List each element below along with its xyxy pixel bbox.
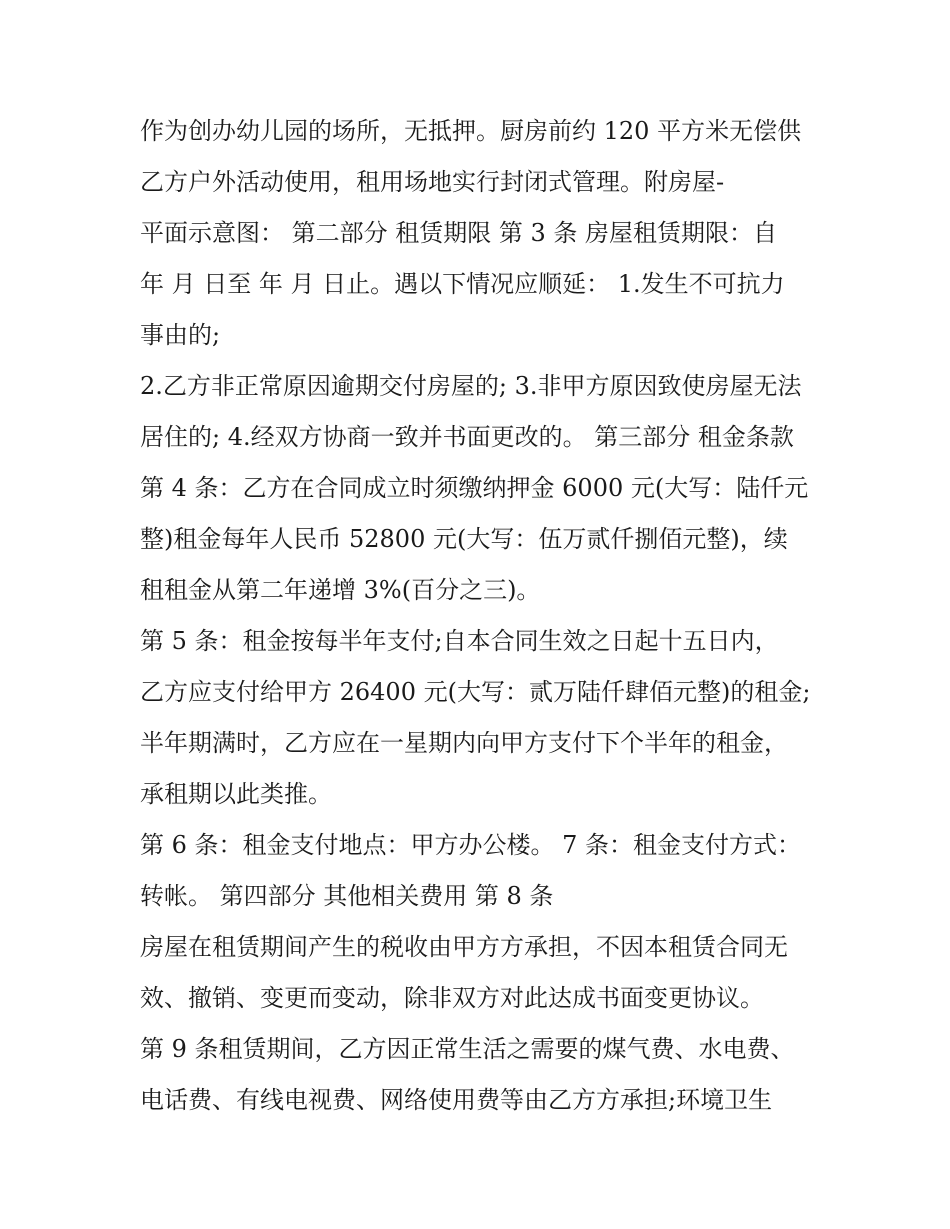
text-line: 承租期以此类推。	[140, 780, 332, 808]
text-line: 电话费、有线电视费、网络使用费等由乙方方承担;环境卫生	[140, 1086, 773, 1114]
text-line: 居住的; 4.经双方协商一致并书面更改的。 第三部分 租金条款	[140, 423, 794, 451]
text-line: 第 4 条：乙方在合同成立时须缴纳押金 6000 元(大写：陆仟元	[140, 474, 809, 502]
text-line: 效、撤销、变更而变动，除非双方对此达成书面变更协议。	[140, 984, 764, 1012]
text-line: 事由的;	[140, 321, 221, 349]
text-line: 第 9 条租赁期间，乙方因正常生活之需要的煤气费、水电费、	[140, 1035, 795, 1063]
text-line: 乙方户外活动使用，租用场地实行封闭式管理。附房屋-	[140, 168, 725, 196]
text-line: 转帐。 第四部分 其他相关费用 第 8 条	[140, 882, 554, 910]
text-line: 乙方应支付给甲方 26400 元(大写：贰万陆仟肆佰元整)的租金;	[140, 678, 811, 706]
text-line: 作为创办幼儿园的场所，无抵押。厨房前约 120 平方米无偿供	[140, 117, 802, 145]
text-line: 年 月 日至 年 月 日止。遇以下情况应顺延： 1.发生不可抗力	[140, 270, 785, 298]
text-line: 第 6 条：租金支付地点：甲方办公楼。 7 条：租金支付方式：	[140, 831, 802, 859]
contract-text-body	[140, 110, 820, 1130]
text-line: 整)租金每年人民币 52800 元(大写：伍万贰仟捌佰元整)，续	[140, 525, 788, 553]
text-line: 房屋在租赁期间产生的税收由甲方方承担，不因本租赁合同无	[140, 933, 788, 961]
text-line: 半年期满时，乙方应在一星期内向甲方支付下个半年的租金，	[140, 729, 788, 757]
text-line: 2.乙方非正常原因逾期交付房屋的; 3.非甲方原因致使房屋无法	[140, 372, 802, 400]
text-line: 平面示意图： 第二部分 租赁期限 第 3 条 房屋租赁期限：自	[140, 219, 778, 247]
text-line: 第 5 条：租金按每半年支付;自本合同生效之日起十五日内，	[140, 627, 779, 655]
text-line: 租租金从第二年递增 3%(百分之三)。	[140, 576, 541, 604]
